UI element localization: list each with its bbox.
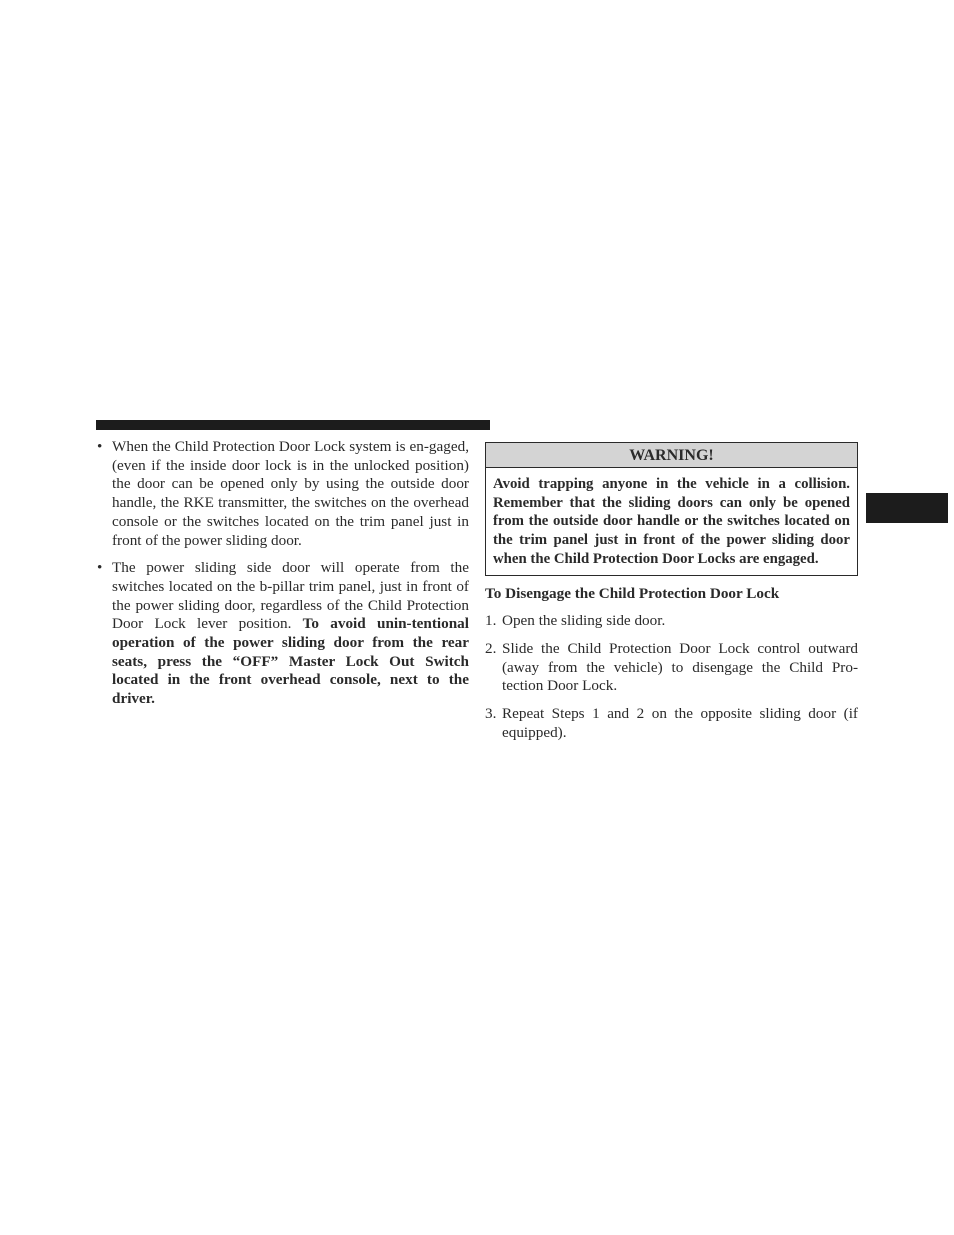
warning-body: Avoid trapping anyone in the vehicle in a collision. Remember that the sliding doors can only be opened from the outside door handle or the switches located on the trim panel just in front of the power sliding door when the Child Protection Door Locks are engaged.	[493, 476, 850, 567]
bullet-item	[96, 438, 469, 550]
bullet-item	[96, 559, 469, 709]
step-text: Open the sliding side door.	[502, 612, 666, 630]
left-column	[96, 438, 469, 718]
chapter-thumb-tab	[866, 493, 948, 523]
step-text: Repeat Steps 1 and 2 on the opposite sliding door (if equipped).	[502, 705, 858, 741]
bullet-text: When the Child Protection Door Lock system is en-gaged, (even if the inside door lock is in the unlocked position) the door can be opened only by using the outside door handle, the RKE transmitter, the switches on the overhead console or the switches located on the trim panel just in front of the power sliding door.	[112, 438, 469, 549]
step-text: Slide the Child Protection Door Lock control outward (away from the vehicle) to disengage the Child Pro-tection Door Lock.	[502, 639, 858, 695]
warning-title: WARNING!	[486, 443, 857, 468]
bullet-dot-icon: •	[97, 438, 103, 455]
bullet-bold-text: To avoid unin-tentional operation of the power sliding door from the rear seats, press the “OFF” Master Lock Out Switch located in the front overhead console, next to the driver.	[112, 615, 469, 708]
step-number: 2.	[485, 639, 497, 657]
step-item	[485, 612, 858, 631]
bullet-dot-icon: •	[97, 559, 103, 577]
step-item	[485, 640, 858, 696]
right-column	[485, 442, 858, 751]
step-item	[485, 705, 858, 742]
bullet-text: The power sliding side door will operate from the switches located on the b-pillar trim panel, just in front of the power sliding door, regardless of the Child Protection Door Lock lever position.	[112, 559, 469, 633]
step-number: 3.	[485, 705, 497, 723]
step-number: 1.	[485, 612, 497, 630]
section-top-rule	[96, 420, 490, 430]
section-subheading: To Disengage the Child Protection Door Lock	[485, 584, 780, 602]
warning-box	[485, 442, 858, 576]
